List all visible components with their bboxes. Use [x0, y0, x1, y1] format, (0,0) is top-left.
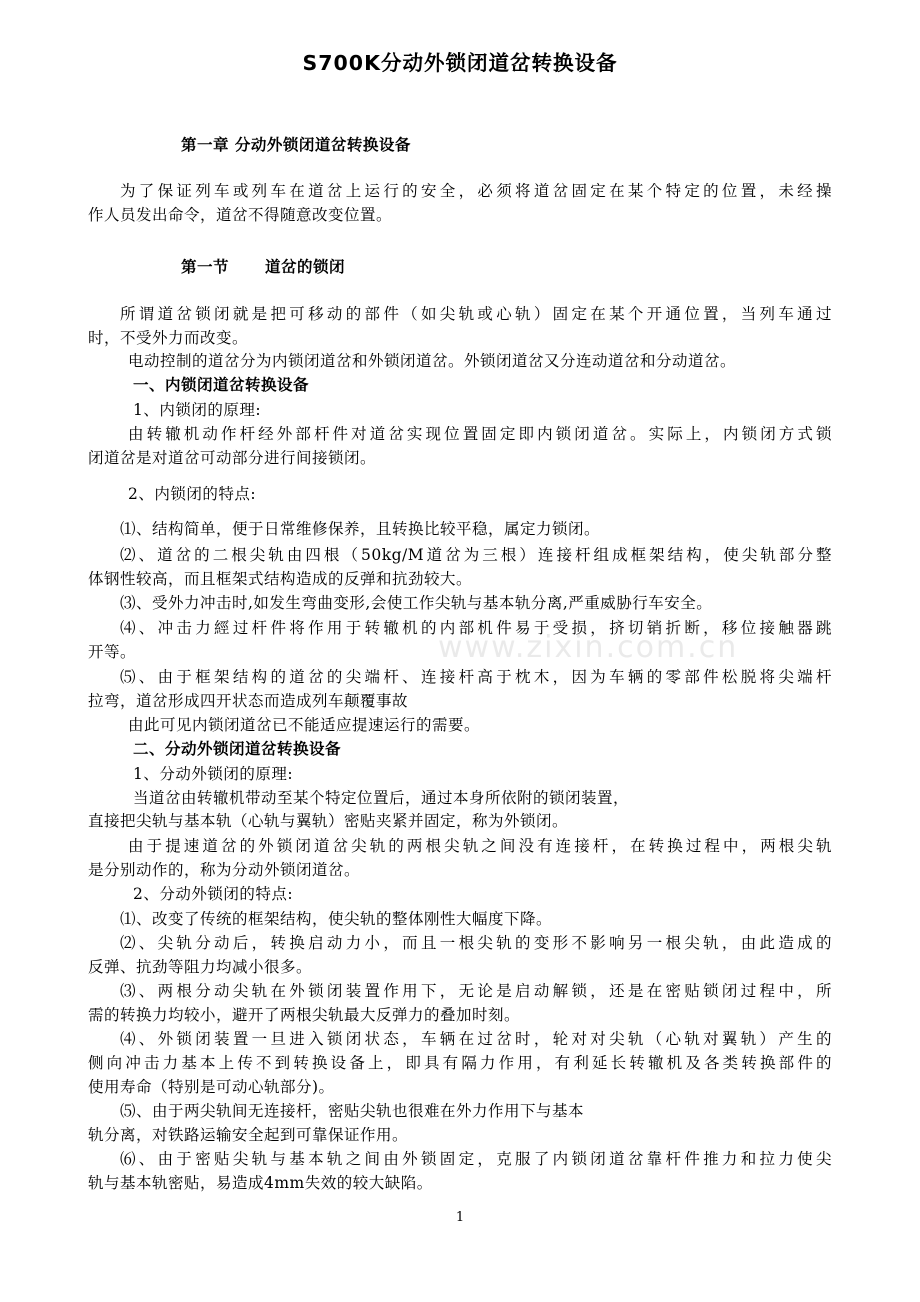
list-item: ⑴、结构简单，便于日常维修保养，且转换比较平稳，属定力锁闭。: [120, 520, 601, 538]
page-number: 1: [455, 1210, 465, 1225]
paragraph-line: 电动控制的道岔分为内锁闭道岔和外锁闭道岔。外锁闭道岔又分连动道岔和分动道岔。: [128, 352, 737, 370]
paragraph-line: 当道岔由转辙机带动至某个特定位置后，通过本身所依附的锁闭装置，: [133, 789, 630, 807]
list-item: ⑸、由于两尖轨间无连接杆，密贴尖轨也很难在外力作用下与基本: [120, 1102, 585, 1120]
section-number: 第一节: [181, 258, 230, 276]
paragraph-line: 所谓道岔锁闭就是把可移动的部件（如尖轨或心轨）固定在某个开通位置，当列车通过: [120, 305, 832, 323]
section-heading: [181, 256, 920, 278]
list-item: ⑸、由于框架结构的道岔的尖端杆、连接杆高于枕木，因为车辆的零部件松脱将尖端杆: [120, 668, 832, 686]
item-heading: 1、内锁闭的原理:: [133, 401, 262, 419]
watermark: www.zixin.com.cn: [438, 630, 739, 665]
item-heading: 1、分动外锁闭的原理:: [133, 765, 294, 783]
subsection-heading: 二、分动外锁闭道岔转换设备: [133, 740, 342, 758]
paragraph-line: 由于提速道岔的外锁闭道岔尖轨的两根尖轨之间没有连接杆，在转换过程中，两根尖轨: [128, 837, 832, 855]
list-item: ⑴、改变了传统的框架结构，使尖轨的整体刚性大幅度下降。: [120, 910, 553, 928]
list-item-cont: 反弹、抗劲等阻力均减小很多。: [88, 958, 313, 976]
list-item-cont: 侧向冲击力基本上传不到转换设备上，即具有隔力作用，有利延长转辙机及各类转换部件的: [88, 1054, 832, 1072]
paragraph-line: 由此可见内锁闭道岔已不能适应提速运行的需要。: [128, 716, 481, 734]
list-item: ⑶、受外力冲击时,如发生弯曲变形,会使工作尖轨与基本轨分离,严重威胁行车安全。: [120, 594, 713, 612]
list-item: ⑵、尖轨分动后，转换启动力小，而且一根尖轨的变形不影响另一根尖轨，由此造成的: [120, 934, 832, 952]
document-title: S700K分动外锁闭道岔转换设备: [302, 51, 618, 75]
list-item-cont: 使用寿命（特别是可动心轨部分)。: [88, 1078, 335, 1096]
list-item-cont: 需的转换力均较小，避开了两根尖轨最大反弹力的叠加时刻。: [88, 1006, 521, 1024]
list-item-cont: 拉弯，道岔形成四开状态而造成列车颠覆事故: [88, 692, 409, 710]
paragraph-line: 时，不受外力而改变。: [88, 329, 249, 347]
paragraph-line: 直接把尖轨与基本轨（心轨与翼轨）密贴夹紧并固定，称为外锁闭。: [88, 812, 569, 830]
item-heading: 2、内锁闭的特点:: [128, 485, 257, 503]
chapter-heading: 第一章 分动外锁闭道岔转换设备: [181, 136, 411, 154]
list-item: ⑷、外锁闭装置一旦进入锁闭状态，车辆在过岔时，轮对对尖轨（心轨对翼轨）产生的: [120, 1030, 832, 1048]
paragraph-line: 闭道岔是对道岔可动部分进行间接锁闭。: [88, 449, 377, 467]
list-item-cont: 开等。: [88, 643, 137, 661]
paragraph-line: 作人员发出命令，道岔不得随意改变位置。: [88, 206, 393, 224]
item-heading: 2、分动外锁闭的特点:: [133, 885, 294, 903]
list-item: ⑹、由于密贴尖轨与基本轨之间由外锁固定，克服了内锁闭道岔靠杆件推力和拉力使尖: [120, 1150, 832, 1168]
list-item: ⑵、道岔的二根尖轨由四根（50kg/M道岔为三根）连接杆组成框架结构，使尖轨部分整: [120, 546, 832, 564]
paragraph-line: 由转辙机动作杆经外部杆件对道岔实现位置固定即内锁闭道岔。实际上，内锁闭方式锁: [128, 425, 832, 443]
list-item-cont: 体钢性较高，而且框架式结构造成的反弹和抗劲较大。: [88, 570, 473, 588]
section-title: 道岔的锁闭: [265, 258, 346, 276]
list-item-cont: 轨与基本轨密贴，易造成4mm失效的较大缺陷。: [88, 1174, 433, 1192]
subsection-heading: 一、内锁闭道岔转换设备: [133, 376, 310, 394]
list-item: ⑷、冲击力經过杆件将作用于转辙机的内部机件易于受损，挤切销折断，移位接触器跳: [120, 619, 832, 637]
paragraph-line: 为了保证列车或列车在道岔上运行的安全，必须将道岔固定在某个特定的位置，未经操: [120, 182, 832, 200]
paragraph-line: 是分别动作的，称为分动外锁闭道岔。: [88, 861, 361, 879]
list-item-cont: 轨分离，对铁路运输安全起到可靠保证作用。: [88, 1126, 409, 1144]
list-item: ⑶、两根分动尖轨在外锁闭装置作用下，无论是启动解锁，还是在密贴锁闭过程中，所: [120, 982, 832, 1000]
